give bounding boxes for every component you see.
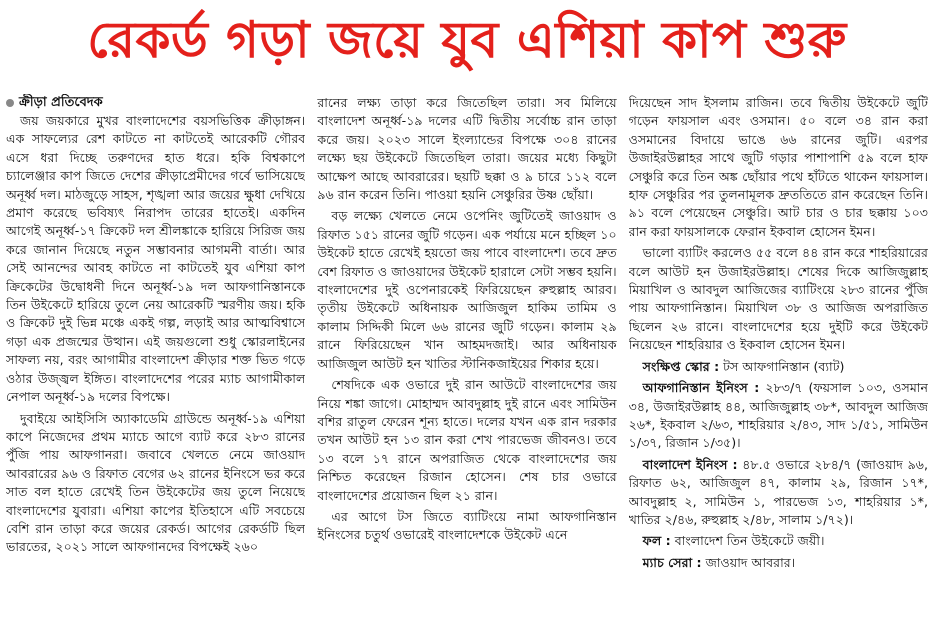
- afghanistan-innings: [629, 379, 928, 453]
- headline: রেকর্ড গড়া জয়ে যুব এশিয়া কাপ শুরু: [87, 10, 847, 69]
- column-3: [629, 94, 928, 632]
- man-of-the-match: [629, 554, 928, 572]
- paragraph: দুবাইয়ে আইসিসি অ্যাকাডেমি গ্রাউন্ডে অনূর্ধ্ব-১৯ এশিয়া কাপে নিজেদের প্রথম ম্যাচে আগে ব্যাট করে ২৮৩ রানের পুঁজি পায় আফগানরা। জবাবে খেলতে নেমে জাওয়াদ আবরারের ৯৬ ও রিফাত বেগের ৬২ রানের ইনিংসে ভর করে সাত বল হাতে রেখেই তিন উইকেটের জয় তুলে নিয়েছে বাংলাদেশের যুবারা। এশিয়া কাপের ইতিহাসে এটি সবচেয়ে বেশি রান তাড়া করে জয়ের রেকর্ড। আগের রেকর্ডটি ছিল ভারতের, ২০২১ সালে আফগানদের বিপক্ষেই ২৬০: [6, 410, 306, 555]
- byline-text: ক্রীড়া প্রতিবেদক: [19, 95, 103, 110]
- paragraph: এর আগে টস জিতে ব্যাটিংয়ে নামা আফগানিস্তান ইনিংসের চতুর্থ ওভারেই বাংলাদেশকে উইকেট এনে: [317, 508, 617, 543]
- ban-label: বাংলাদেশ ইনিংস :: [642, 456, 738, 472]
- byline: [6, 94, 305, 112]
- column-2: [317, 94, 616, 632]
- paragraph: ভালো ব্যাটিং করলেও ৫৫ বলে ৪৪ রান করে শাহরিয়ারের বলে আউট হন উজাইরউল্লাহ। শেষের দিকে আজিজুল্লাহ মিয়াখিল ও আবদুল আজিজের ব্যাটিংয়ে ২৮৩ রানের পুঁজি পায় আফগানিস্তান। মিয়াখিল ৩৮ ও আজিজ অপরাজিত ছিলেন ২৬ রানে। বাংলাদেশের হয়ে দুইটি করে উইকেট নিয়েছেন শাহরিয়ার ও ইকবাল হোসেন ইমন।: [628, 245, 928, 353]
- ban-text: ৪৮.৫ ওভারে ২৮৪/৭ (জাওয়াদ ৯৬, রিফাত ৬২, আজিজুল ৪৭, কালাম ২৯, রিজান ১৭*, আবদুল্লাহ ২, সামিউন ১, পারভেজ ১৩, শাহরিয়ার ১*, খাতির ২/৪৬, রুহুল্লাহ ২/৪৮, সালাম ১/৭২)।: [628, 456, 928, 527]
- paragraph: বড় লক্ষ্যে খেলতে নেমে ওপেনিং জুটিতেই জাওয়াদ ও রিফাত ১৫১ রানের জুটি গড়েন। এক পর্যায়ে মনে হচ্ছিল ১০ উইকেট হাতে রেখেই হয়তো জয় পাবে বাংলাদেশ। তবে দ্রুত বেশ রিফাত ও জাওয়াদের উইকেট হারালে সেটা সম্ভব হয়নি। বাংলাদেশের দুই ওপেনারকেই ফিরিয়েছেন রুহুল্লাহ আরব। তৃতীয় উইকেটে অধিনায়ক আজিজুল হাকিম তামিম ও কালাম সিদ্দিকী মিলে ৬৬ রানের জুটি গড়েন। কালাম ২৯ রানে ফিরিয়েছেন খান আহমদজাই। আর অধিনায়ক আজিজুল আউট হন খাতির স্টানিকজাইয়ের শিকার হয়ে।: [317, 208, 617, 371]
- bangladesh-innings: [629, 456, 928, 530]
- afg-label: আফগানিস্তান ইনিংস :: [642, 380, 760, 396]
- toss-text: টস আফগানিস্তান (ব্যাট): [723, 358, 845, 374]
- column-1: [6, 94, 305, 632]
- score-summary: [629, 358, 928, 376]
- paragraph: জয় জয়কারে মুখর বাংলাদেশের বয়সভিত্তিক ক্রীড়াঙ্গন। এক সাফল্যের রেশ কাটতে না কাটতেই আরেকটি গৌরব এসে ধরা দিচ্ছে তরুণদের হাত ধরে। হকি বিশ্বকাপে চ্যালেঞ্জার কাপ জিতে দেশের ক্রীড়াপ্রেমীদের গর্বে ভাসিয়েছে অনূর্ধ্ব দল। মাঠজুড়ে সাহস, শৃঙ্খলা আর জয়ের ক্ষুধা দেখিয়ে প্রমাণ করেছে ভবিষ্যৎ নিরাপদ তারের হাতেই। একদিন আগেই অনূর্ধ্ব-১৭ ক্রিকেট দল শ্রীলঙ্কাকে হারিয়ে সিরিজ জয় করে জানান দিয়েছে নতুন সম্ভাবনার আগমনী বার্তা। আর সেই আনন্দের আবহ কাটতে না কাটতেই যুব এশিয়া কাপ ক্রিকেটের উদ্বোধনী দিনে অনূর্ধ্ব-১৯ দল আফগানিস্তানকে তিন উইকেটে হারিয়ে তুলে নেয় আরেকটি স্মরণীয় জয়। হকি ও ক্রিকেট দুই ভিন্ন মঞ্চে একই গল্প, লড়াই আর আত্মবিশ্বাসে গড়া এক প্রজন্মের উত্থান। এই জয়গুলো শুধু স্কোরলাইনের সাফল্য নয়, বরং আগামীর বাংলাদেশ ক্রীড়ার শক্ত ভিত গড়ে ওঠার উজ্জ্বল ইঙ্গিত। বাংলাদেশের পরের ম্যাচ আগামীকাল নেপাল অনূর্ধ্ব-১৯ দলের বিপক্ষে।: [6, 113, 306, 405]
- afg-text: ২৮৩/৭ (ফয়সাল ১০৩, ওসমান ৩৪, উজাইরউল্লাহ ৪৪, আজিজুল্লাহ ৩৮*, আবদুল আজিজ ২৬*, ইকবাল ২/৬৩, শাহরিয়ার ২/৪৩, সাদ ১/৫১, সামিউন ১/৩৭, রিজান ১/৩৫)।: [628, 380, 928, 451]
- motm-text: জাওয়াদ আবরার।: [705, 554, 796, 570]
- motm-label: ম্যাচ সেরা :: [642, 554, 702, 570]
- result-text: বাংলাদেশ তিন উইকেটে জয়ী।: [674, 533, 825, 549]
- paragraph: দিয়েছেন সাদ ইসলাম রাজিন। তবে দ্বিতীয় উইকেটে জুটি গড়েন ফায়সাল এবং ওসমান। ৫০ বলে ৩৪ রান করা ওসমানের বিদায়ে ভাঙে ৬৬ রানের জুটি। এরপর উজাইরউল্লাহর সাথে জুটি গড়ার পাশাপাশি ৫৯ বলে হাফ সেঞ্চুরি করে তিন অঙ্ক ছোঁয়ার পথে হাঁটতে থাকেন ফায়সাল। হাফ সেঞ্চুরির পর তুলনামূলক দ্রুততিতে রান করেছেন তিনি। ৯১ বলে পেয়েছেন সেঞ্চুরি। আট চার ও চার ছক্কায় ১০৩ রান করা ফায়সালকে ফেরান ইকবাল হোসেন ইমন।: [628, 95, 928, 239]
- score-label: সংক্ষিপ্ত স্কোর :: [642, 358, 720, 374]
- article-columns: [6, 88, 928, 632]
- bullet-icon: [6, 99, 14, 107]
- paragraph: রানের লক্ষ্য তাড়া করে জিতেছিল তারা। সব মিলিয়ে বাংলাদেশ অনূর্ধ্ব-১৯ দলের এটি দ্বিতীয় সর্বোচ্চ রান তাড়া করে জয়। ২০২৩ সালে ইংল্যান্ডের বিপক্ষে ৩০৪ রানের লক্ষ্যে ছয় উইকেটে জিতেছিল তারা। জয়ের মধ্যে কিছুটা আক্ষেপ আছে আবরারের। ছয়টি ছক্কা ও ৯ চারে ১১২ বলে ৯৬ রান করেন তিনি। পাওয়া হয়নি সেঞ্চুরির উষ্ণ ছোঁয়া।: [317, 95, 617, 203]
- result-label: ফল :: [642, 533, 671, 549]
- paragraph: শেষদিকে এক ওভারে দুই রান আউটে বাংলাদেশের জয় নিয়ে শঙ্কা জাগে। মোহাম্মদ আবদুল্লাহ দুই রানে এবং সামিউন বশির রাতুল ফেরেন শূন্য হাতে। দলের যখন এক রান দরকার তখন আউট হন ১৩ রান করা শেখ পারভেজ জীবনও। তবে ১৩ বলে ১৭ রানে অপরাজিত থেকে বাংলাদেশের জয় নিশ্চিত করেছেন রিজান হোসেন। শেষ চার ওভারে বাংলাদেশের প্রয়োজন ছিল ২১ রান।: [317, 377, 617, 503]
- result: [629, 532, 928, 550]
